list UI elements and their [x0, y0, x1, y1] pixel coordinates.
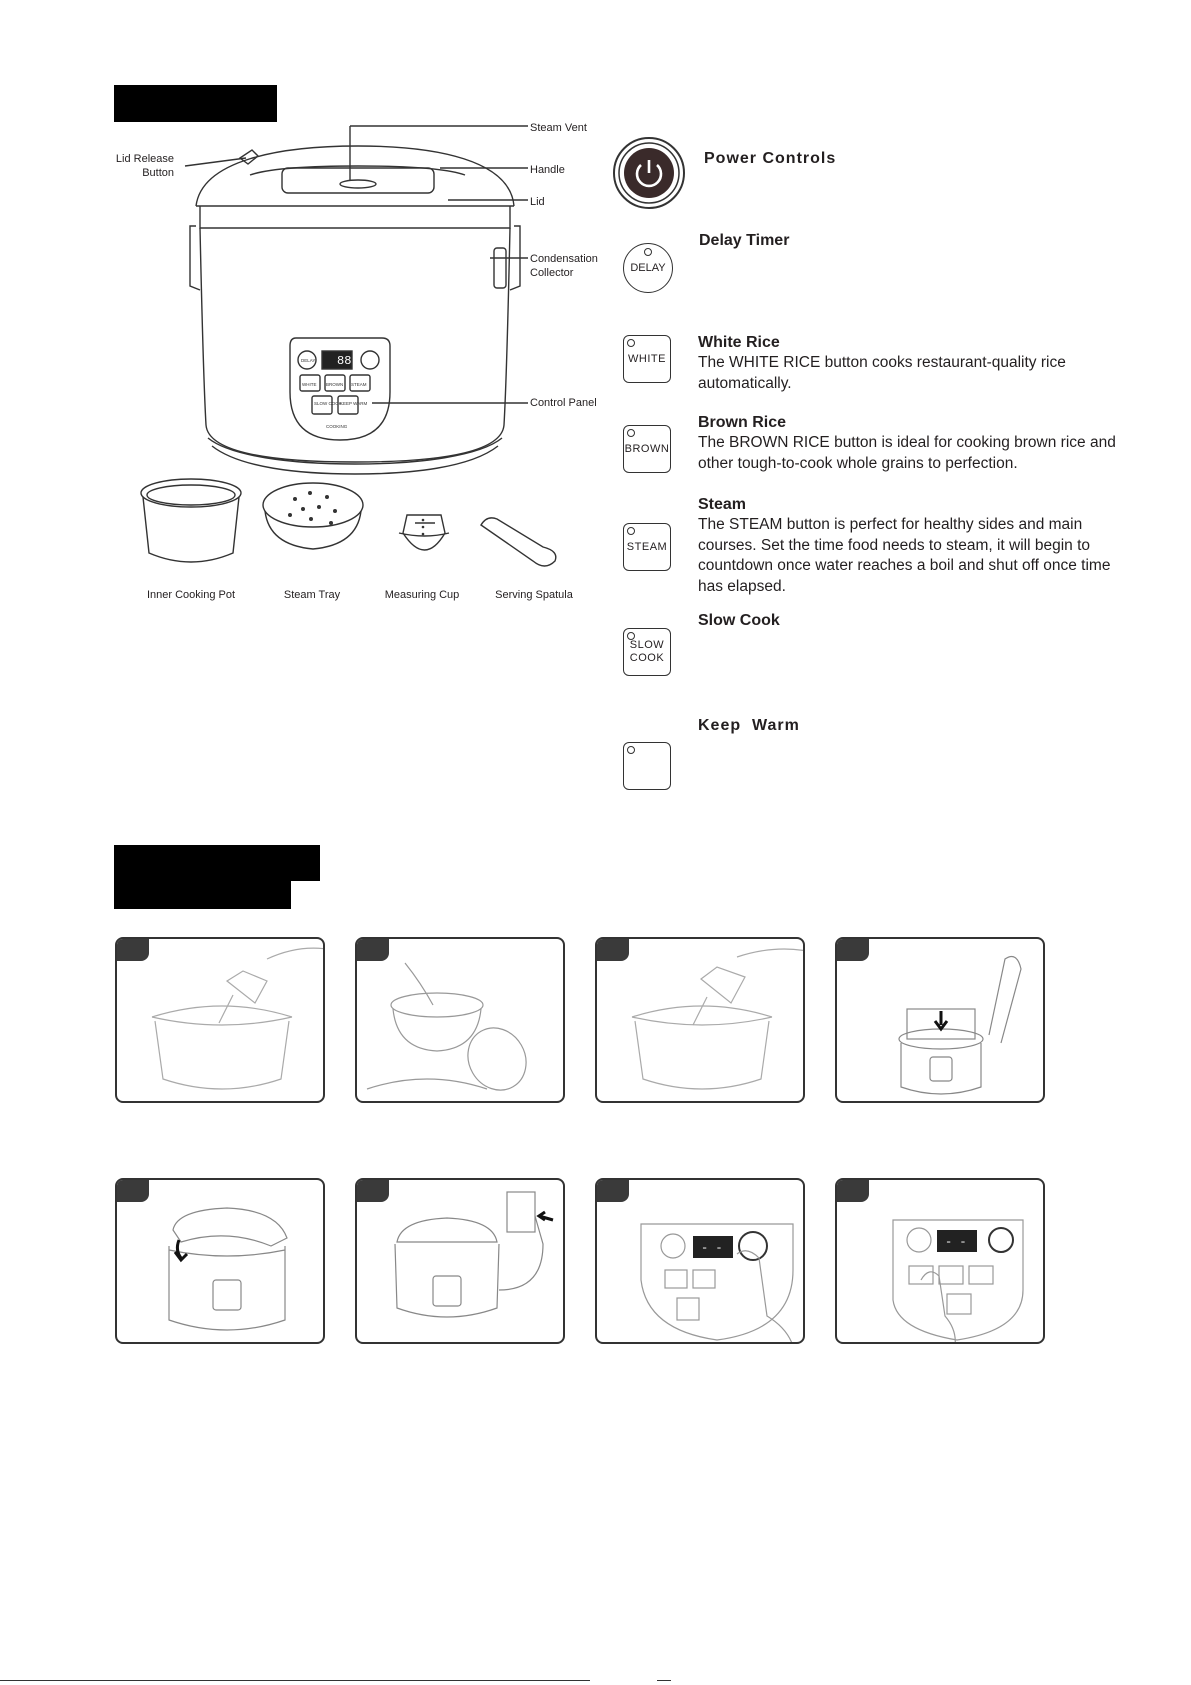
step-panel-1 [115, 937, 325, 1103]
steam-desc: The STEAM button is perfect for healthy sides and main courses. Set the time food needs to steam, it will begin to countdown once water reaches a boil and shut off once time has elapsed. [698, 516, 1111, 595]
panel-brown-label: BROWN [326, 382, 344, 387]
step-panel-3 [595, 937, 805, 1103]
panel-white-label: WHITE [302, 382, 317, 387]
slow-cook-title: Slow Cook [698, 612, 780, 629]
step-tab [355, 937, 389, 961]
step-8-display: - - [945, 1235, 967, 1249]
power-button-icon [612, 136, 686, 210]
operation-section-header-line1 [114, 845, 320, 881]
callout-steam-vent: Steam Vent [530, 122, 587, 134]
step-panel-8 [835, 1178, 1045, 1344]
step-7-display: - - [701, 1241, 723, 1255]
footer-mark [657, 1680, 671, 1681]
callout-lid-release: Lid Release Button [115, 153, 174, 179]
keep-warm-button-icon [623, 742, 671, 790]
panel-delay-label: DELAY [301, 358, 316, 363]
steam-title: Steam [698, 496, 747, 513]
accessories-illustration [135, 475, 595, 585]
slow-cook-button-label: SLOW COOK [629, 639, 665, 664]
step-7-illustration [597, 1180, 805, 1344]
brown-rice-title: Brown Rice [698, 414, 787, 431]
delay-button-icon [623, 243, 673, 293]
parts-section-header [114, 85, 277, 122]
step-3-illustration [597, 939, 805, 1103]
brown-button-label: BROWN [624, 442, 670, 455]
callout-lid: Lid [530, 196, 545, 208]
keep-warm-title: Keep Warm [698, 717, 800, 734]
steam-button-label: STEAM [626, 540, 668, 553]
panel-cooking-label: COOKING [326, 424, 348, 429]
step-6-illustration [357, 1180, 565, 1344]
step-1-illustration [117, 939, 325, 1103]
footer-rule [0, 1680, 590, 1681]
panel-keep-label: KEEP WARM [340, 401, 368, 406]
step-tab [835, 937, 869, 961]
step-tab [835, 1178, 869, 1202]
white-button-label: WHITE [628, 352, 666, 365]
step-tab [115, 1178, 149, 1202]
delay-button-label: DELAY [630, 262, 666, 274]
step-panel-5 [115, 1178, 325, 1344]
step-tab [595, 937, 629, 961]
step-panel-7 [595, 1178, 805, 1344]
panel-slow-label: SLOW COOK [314, 401, 342, 406]
label-steam-tray: Steam Tray [283, 589, 341, 601]
white-button-icon [623, 335, 671, 383]
step-tab [115, 937, 149, 961]
callout-handle: Handle [530, 164, 565, 176]
delay-timer-title: Delay Timer [699, 232, 790, 249]
power-controls-title: Power Controls [704, 150, 837, 167]
callout-control-panel: Control Panel [530, 397, 597, 409]
brown-button-icon [623, 425, 671, 473]
step-panel-2 [355, 937, 565, 1103]
panel-display: 88 [337, 354, 352, 368]
white-rice-title: White Rice [698, 334, 780, 351]
slow-cook-button-icon [623, 628, 671, 676]
step-panel-4 [835, 937, 1045, 1103]
label-measuring-cup: Measuring Cup [384, 589, 460, 601]
callout-condensation: Condensation Collector [530, 253, 598, 279]
operation-section-header-line2 [114, 881, 291, 909]
delay-led [644, 248, 652, 256]
step-5-illustration [117, 1180, 325, 1344]
steam-button-icon [623, 523, 671, 571]
label-serving-spatula: Serving Spatula [495, 589, 573, 601]
step-8-illustration [837, 1180, 1045, 1344]
panel-steam-label: STEAM [351, 382, 367, 387]
step-tab [355, 1178, 389, 1202]
step-4-illustration [837, 939, 1045, 1103]
step-panel-6 [355, 1178, 565, 1344]
white-rice-desc: The WHITE RICE button cooks restaurant-quality rice automatically. [698, 354, 1066, 392]
brown-rice-desc: The BROWN RICE button is ideal for cooking brown rice and other tough-to-cook whole grains to perfection. [698, 434, 1116, 472]
label-inner-cooking-pot: Inner Cooking Pot [146, 589, 236, 601]
step-tab [595, 1178, 629, 1202]
step-2-illustration [357, 939, 565, 1103]
